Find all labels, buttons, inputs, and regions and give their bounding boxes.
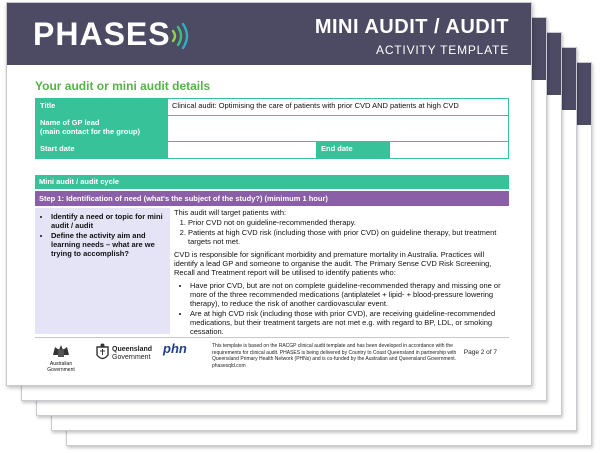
coat-of-arms-icon [50, 343, 72, 359]
cycle-bar: Mini audit / audit cycle [35, 175, 509, 189]
intro-text: This audit will target patients with: [174, 208, 287, 217]
step1-left-column [35, 208, 170, 334]
queensland-government-text: Government [112, 354, 151, 361]
criteria-list [174, 281, 507, 336]
targets-list [174, 218, 507, 246]
list-item: • Identify a need or topic for mini audit / audit [51, 212, 166, 230]
gp-lead-label [36, 116, 168, 142]
list-item: 1. Prior CVD not on guideline-recommended therapy. [188, 218, 507, 227]
step1-right-column [174, 208, 507, 337]
australian-government-logo [39, 343, 83, 373]
sound-waves-icon [171, 23, 189, 49]
details-table [35, 98, 509, 159]
step1-bar: Step 1: Identification of need (what's the subject of the study?) (minimum 1 hour) [35, 191, 509, 206]
table-row [36, 99, 509, 116]
banner-subtitle: ACTIVITY TEMPLATE [376, 43, 509, 57]
start-date-label: Start date [36, 142, 168, 159]
gp-lead-label-line2: (main contact for the group) [40, 127, 140, 136]
list-item: • Define the activity aim and learning needs – what are we trying to accomplish? [51, 231, 166, 258]
gp-lead-label-line1: Name of GP lead [40, 118, 100, 127]
banner-title: MINI AUDIT / AUDIT [314, 16, 509, 38]
end-date-field[interactable] [390, 142, 509, 159]
footer-divider [35, 337, 509, 338]
page-number: Page 2 of 7 [463, 349, 497, 356]
header-banner [7, 3, 531, 65]
left-list [39, 212, 166, 258]
queensland-name: Queensland [112, 346, 153, 353]
queensland-crest-icon [95, 343, 110, 363]
gp-lead-field[interactable] [168, 116, 509, 142]
end-date-label: End date [317, 142, 390, 159]
list-item: • Are at high CVD risk (including those with prior CVD), are receiving guideline-recommended medications, but their treatment targets are not met e.g. with regard to BP, LDL, or smoking cessation. [190, 309, 507, 336]
start-date-field[interactable] [168, 142, 317, 159]
footer-note: This template is based on the RACGP clinical audit template and has been developed in accordance with the requirements for clinical audit. PHASES is being delivered by Country to Coast Queensland in partnership with Queensland Primary Health Network (PHNs) and is co-funded by the Australian and Queensland Government. phasesqld.com [212, 343, 457, 369]
title-value: Clinical audit: Optimising the care of patients with prior CVD AND patients at high CVD [168, 99, 509, 116]
australian-government-text: Australian Government [47, 361, 75, 373]
phases-logo: PHASES [33, 16, 171, 52]
list-item: 2. Patients at high CVD risk (including those with prior CVD) on guideline therapy, but treatment targets not met. [188, 228, 507, 246]
document-page [6, 2, 532, 386]
phn-logo: phn [163, 341, 187, 356]
footer [35, 341, 509, 377]
list-item: • Have prior CVD, but are not on complete guideline-recommended therapy and missing one or more of the three recommended medications (antiplatelet + lipid- + blood-pressure lowering therapy), to reduce the risk of another cardiovascular event. [190, 281, 507, 308]
table-row [36, 116, 509, 142]
description-paragraph: CVD is responsible for significant morbidity and premature mortality in Australia. Practices will identify a lead GP and someone to organise the audit. The Primary Sense CVD Risk Screening, Recall and Treatment report will be utilised to identify patients who: [174, 250, 492, 277]
table-row [36, 142, 509, 159]
section-heading: Your audit or mini audit details [35, 79, 211, 93]
title-label: Title [36, 99, 168, 116]
